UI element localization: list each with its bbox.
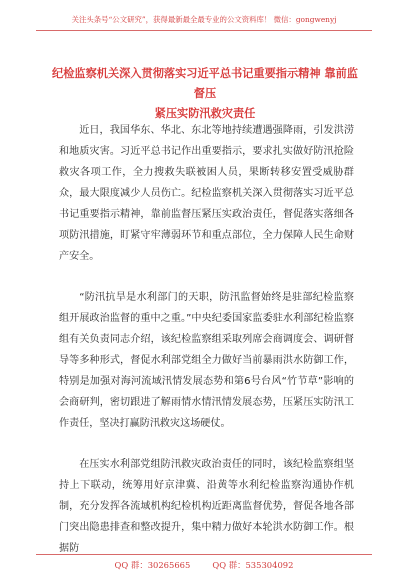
- document-body: [59, 120, 354, 579]
- document-title-line-2: 紧压实防汛救灾责任: [154, 107, 256, 120]
- footer-qq-group-1: QQ 群：30265665: [114, 560, 191, 570]
- footer-divider: [36, 554, 372, 555]
- document-title: [48, 64, 362, 124]
- header-divider: [36, 30, 372, 31]
- body-paragraph-2: “防汛抗旱是水利部门的天职，防汛监督始终是驻部纪检监察组开展政治监督的重中之重。”中央纪委国家监委驻水利部纪检监察组有关负责同志介绍，该纪检监察组采取列席会商调度会、调研督导等多种形式，督促水利部党组全力做好当前暴雨洪水防御工作，特别是加强对海河流域汛情发展态势和第6号台风“竹节草”影响的会商研判，密切跟进了解雨情水情汛情发展态势，压紧压实防汛工作责任，坚决打赢防汛救灾这场硬仗。: [59, 292, 354, 429]
- header-banner: 关注头条号“公文研究”，获得最新最全最专业的公文资料库！ 微信：gongwenyj: [71, 15, 337, 24]
- footer-qq-group-2: QQ 群：535304092: [212, 560, 294, 570]
- footer-contact: [36, 559, 372, 571]
- document-title-line-1: 纪检监察机关深入贯彻落实习近平总书记重要指示精神 靠前监督压: [52, 67, 358, 100]
- body-paragraph-3: 在压实水利部党组防汛救灾政治责任的同时，该纪检监察组坚持上下联动，统筹用好京津冀、沿黄等水利纪检监察沟通协作机制，充分发挥各流域机构纪检机构近距离监督优势，督促各地各部门突出隐患排查和整改提升，集中精力做好本轮洪水防御工作。根据防: [59, 459, 354, 554]
- body-paragraph-1: 近日，我国华东、华北、东北等地持续遭遇强降雨，引发洪涝和地质灾害。习近平总书记作出重要指示，要求扎实做好防汛抢险救灾各项工作，全力搜救失联被困人员，果断转移安置受威胁群众，最大限度减少人员伤亡。纪检监察机关深入贯彻落实习近平总书记重要指示精神，靠前监督压紧压实政治责任，督促落实落细各项防汛措施，盯紧守牢薄弱环节和重点部位，全力保障人民生命财产安全。: [59, 125, 354, 262]
